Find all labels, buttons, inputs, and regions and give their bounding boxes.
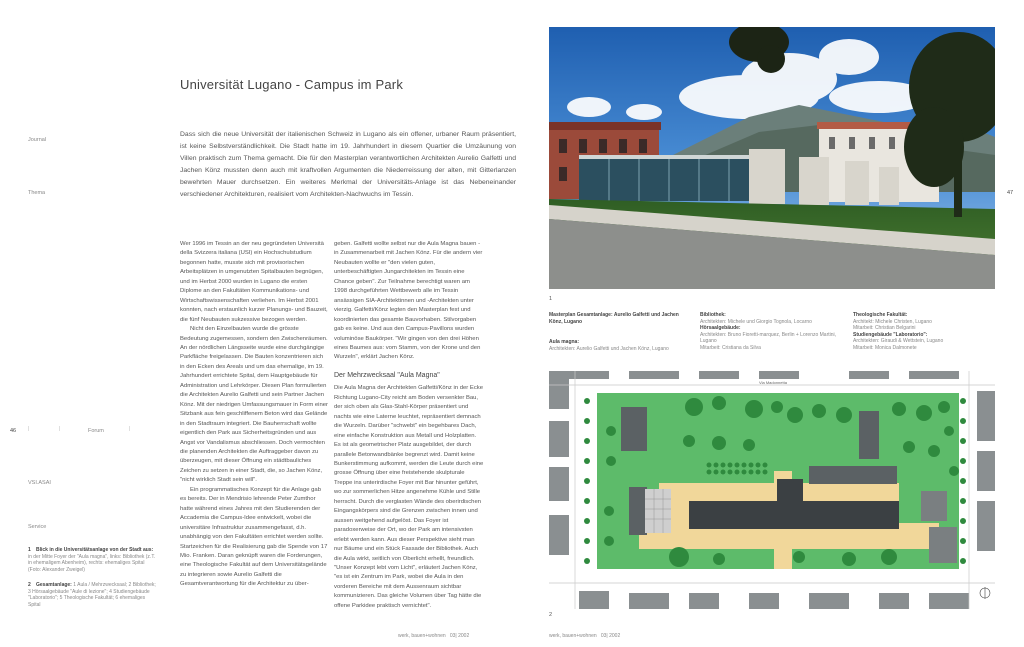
credits-column-1	[549, 312, 689, 352]
article-intro: Dass sich die neue Universität der italienischen Schweiz in Lugano als ein offener, urbaner Raum präsentiert, ist keine Selbstverständlichkeit. Die Stadt hatte im 19. Jahrhundert in diesem Quartier die Umzäunung von Villen praktisch zum Thema gemacht. Die für den Masterplan verantwortlichen Architekten Aurelio Galfetti und Jachen Könz mussten denn auch mit kraftvollen Argumenten die Niederreissung der alten, mit Gitterlanzen bewehrten Mauer durchsetzen. Ein weiteres Merkmal der Universitäts-Anlage ist das Nebeneinander verschiedener Architekturen, realisiert vom Architekten-Nachwuchs im Tessin.	[180, 131, 516, 199]
credit-text: Mitarbeit: Monica Dalmonete	[853, 344, 917, 351]
footer-magazine: werk, bauen+wohnen	[549, 633, 597, 639]
credit-head: Masterplan Gesamtanlage: Aurelio Galfetti und Jachen Könz, Lugano	[549, 312, 679, 325]
footer-right	[549, 633, 620, 639]
credit-text: Mitarbeit: Cristiana da Silva	[700, 344, 761, 351]
figure-number-1: 1	[549, 296, 553, 302]
credit-head: Studiengebäude "Laboratorio":	[853, 331, 928, 338]
paragraph: Ein programmatisches Konzept für die Anlage gab es bereits. Der in Mendrisio lehrende Peter Zumthor hatte während eines Jahres mit den Studierenden der Accademia die Campus-Idee entwickelt, wobei die universitäre Infrastruktur zusammengefasst, d.h. unabhängig von den Fakultäten errichtet werden sollte. Startzeichen für die Realisierung gab die Spende von 17 Mio. Franken. Daran geknüpft waren die Forderungen, eine Theologische Fakultät auf dem Universitätsgelände zu integrieren sowie Aurelio Galfetti die Gesamtverantwortung für die Architektur zu über-	[180, 486, 328, 588]
credit-text: Architekten: Giraudi & Wettstein, Lugano	[853, 338, 944, 345]
note-bold: Blick in die Universitätsanlage von der Stadt aus:	[36, 547, 154, 553]
credits-column-3	[853, 312, 993, 352]
credit-text: Mitarbeit: Christian Belgarini	[853, 325, 916, 332]
sidebar-thema[interactable]: Thema	[28, 190, 46, 196]
credit-head: Bibliothek:	[700, 312, 726, 318]
note-number: 2	[28, 582, 31, 588]
page-number-right: 47	[1007, 190, 1014, 196]
street-label: Via Madonnetta	[759, 380, 787, 385]
note-bold: Gesamtanlage:	[36, 582, 72, 588]
sidebar-vsi-asai[interactable]: VSI.ASAI	[28, 480, 51, 486]
credit-head: Hörsaalgebäude:	[700, 325, 741, 332]
credit-head: Theologische Fakultät:	[853, 312, 908, 318]
credit-text: Architekten: Michele und Giorgio Tognola, Locarno	[700, 318, 812, 325]
separator: |	[129, 426, 131, 432]
sidebar-forum[interactable]: Forum	[88, 428, 104, 434]
figure-number-2: 2	[549, 612, 553, 618]
paragraph: Wer 1996 im Tessin an der neu gegründeten Università della Svizzera italiana (USI) ein Hochschulstudium begonnen hatte, musste sich mit provisorischen Arbeitsplätzen in umgenutzten Spitalbauten begnügen, und im Herbst 2000 wurden in Lugano die ersten Diplome an den Fakultäten Kommunikations- und Wirtschaftswissenschaften verliehen. Im Herbst 2001 konnten, nach erstaunlich kurzer Planungs- und Bauzeit, die fünf Neubauten sukzessive bezogen werden.	[180, 241, 328, 323]
separator: |	[59, 426, 61, 432]
section-heading: Der Mehrzwecksaal "Aula Magna"	[334, 371, 440, 379]
credit-text: Architekten: Bruno Fioretti-marquez, Berlin + Lorenzo Martini, Lugano	[700, 331, 837, 345]
footer-magazine: werk, bauen+wohnen	[398, 633, 446, 639]
sidebar-journal[interactable]: Journal	[28, 137, 47, 143]
site-plan	[549, 371, 995, 609]
campus-photo	[549, 27, 995, 289]
separator: |	[28, 426, 30, 432]
note-text: 1 Aula / Mehrzwecksaal; 2 Bibliothek; 3 Hörsaalgebäude "Aule di lezione"; 4 Studiengebäude "Laboratorio"; 5 Theologische Fakultät; 6 ehemaliges Spital	[28, 582, 156, 608]
sidebar-service[interactable]: Service	[28, 524, 47, 530]
note-number: 1	[28, 547, 31, 553]
credit-head: Aula magna:	[549, 339, 580, 346]
page-number-left: 46	[10, 428, 17, 434]
footer-issue: 03| 2002	[600, 633, 621, 639]
text-column-1	[180, 240, 328, 590]
text-column-2	[334, 240, 484, 611]
credit-text: Architekt: Michele Christen, Lugano	[853, 318, 932, 325]
note-text: in der Mitte Foyer der "Aula magna", links: Bibliothek (z.T. in ehemaligem Abenheim), rechts: ehemaliges Spital (Foto: Alexander Zweigel)	[28, 553, 156, 573]
service-note-1	[28, 547, 156, 573]
credit-text: Architekten: Aurelio Galfetti und Jachen Könz, Lugano	[549, 345, 669, 352]
paragraph: Nicht den Einzelbauten wurde die grösste Bedeutung zugemessen, sondern den Zwischenräumen. An der nördlichen Längsseite wurde eine durchgängige Parkfläche freigelassen. Die Bauten konzentrieren sich in den Ecken des Areals und um das ehemalige, im 19. Jahrhundert errichtete Spital, dem Hauptgebäude für Administration und Lehrkörper. Diesen Plan formulierten die Architekten Aurelio Galfetti und sein Partner Jachen Könz. Mit der niedrigen Umfassungsmauer in Form einer Sitzbank aus fein geschliffenem Beton wird das Gelände in den Stadtraum integriert. Die Bauherrschaft wollte eigentlich den Park aus Sicherheitsgründen und aus Angst vor Vandalismus abschliessen. Doch vermochten die planenden Architekten die Auftraggeber davon zu überzeugen, mit dieser Öffnung ein städtbauliches Zeichen zu setzen in einer Stadt, die, so Jachen Könz, "nicht wirklich Stadt sein will".	[180, 326, 328, 484]
paragraph: geben. Galfetti wollte selbst nur die Aula Magna bauen - in Zusammenarbeit mit Jachen Könz. Für die andern vier Neubauten wollte er "den vielen guten, unterbeschäftigten Jungarchitekten im Tessin eine Chance geben". Zur Teilnahme berechtigt waren am 1998 durchgeführten Wettbewerb alle im Tessin ansässigen SIA-Architektinnen und -Architekten unter vierzig. Galfetti/Könz legten den Masterplan fest und koordinierten das gesamte Bauvorhaben. Stilvorgaben gab es keine. Und aus den Campus-Pavillons wurden voluminöse Baukörper. "Wir gingen von den drei Höhen eines Baumes aus: vom Stamm, von der Krone und den Wurzeln", erklärt Jachen Könz.	[334, 241, 483, 361]
credits-column-2	[700, 312, 840, 352]
article-title: Universität Lugano - Campus im Park	[180, 77, 404, 92]
service-note-2	[28, 582, 156, 608]
footer-left	[398, 633, 469, 639]
paragraph: Die Aula Magna der Architekten Galfetti/Könz in der Ecke Richtung Lugano-City reicht am Boden versenkter Bau, der sich oben als Glas-Stahl-Körper präsentiert und nachts wie eine Laterne leuchtet, repräsentiert demnach die Wurzeln. Darüber "schwebt" ein begehbares Dach, eine einfache Konstruktion aus Metall und Holzplatten. Es ist als geometrischer Platz ausgebildet, der durch parallele Betonwandbänke begrenzt wird. Damit keine Bunkerstimmung aufkommt, werden die Leute durch eine grosse Öffnung über eine freistehende skulpturale Treppe ins unterirdische Foyer mit Bar hinunter geführt, wo zur sommerlichen Hitze angenehme Kühle und Stille herrscht. Durch die verglasten Wände des oberirdischen Eingangskörpers sind die Grenzen zwischen innen und aussen weitgehend aufgelöst. Das Foyer ist paradoxerweise der Ort, wo der Park am intensivsten erlebt werden kann. Aus dieser Perspektive sieht man nur Bäume und ein Stück Fassade der Bibliothek. Auch die Aula wirkt, seitlich von Oberlicht erhellt, freundlich. "Unser Konzept lebt vom Licht", erläutert Jachen Könz, "es ist ein Zentrum im Park, wobei die Aula in den vorderen Bereiche mit dem Aussenraum sichtbar kommunizieren. Das gleiche Volumen über Tag hätte die offene Parkidee praktisch vernichtet".	[334, 385, 484, 609]
footer-issue: 03| 2002	[449, 633, 470, 639]
